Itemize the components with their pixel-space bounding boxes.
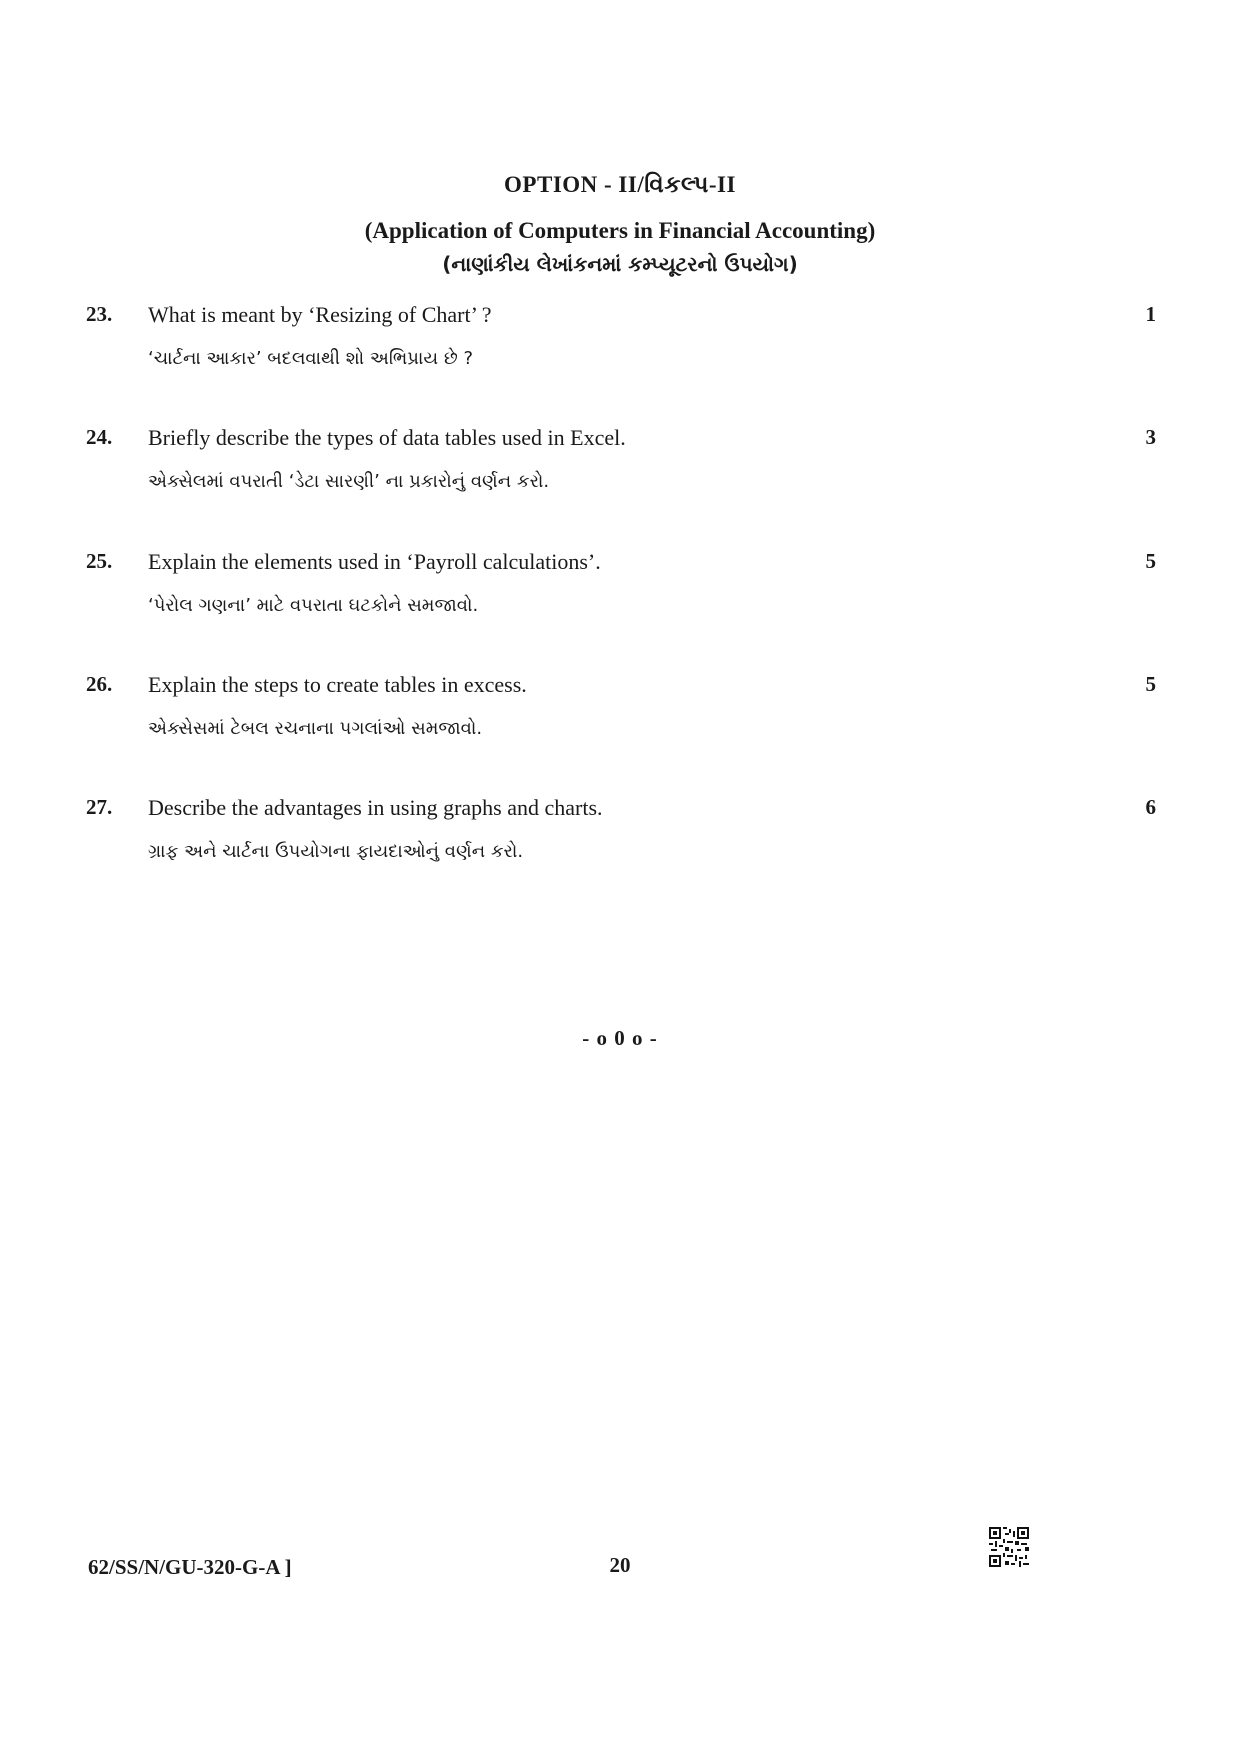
question-marks: 5 xyxy=(1145,672,1156,696)
question-text-english: Briefly describe the types of data tables used in Excel. xyxy=(148,425,626,450)
question-26 xyxy=(0,672,1240,762)
subject-title-gujarati: (નાણાંકીય લેખાંકનમાં કમ્પ્યૂટરનો ઉપયોગ) xyxy=(442,252,798,276)
question-text-english: Describe the advantages in using graphs and charts. xyxy=(148,795,603,820)
question-number: 24. xyxy=(86,425,113,449)
question-marks: 6 xyxy=(1145,795,1156,819)
question-marks: 3 xyxy=(1145,425,1156,449)
subject-title-english: (Application of Computers in Financial Accounting) xyxy=(364,218,876,243)
question-text-english: Explain the elements used in ‘Payroll calculations’. xyxy=(148,549,601,574)
question-marks: 5 xyxy=(1145,549,1156,573)
question-text-gujarati: ‘ચાર્ટના આકાર’ બદલવાથી શો અભિપ્રાય છે ? xyxy=(148,348,474,369)
question-number: 25. xyxy=(86,549,113,573)
paper-code: 62/SS/N/GU-320-G-A ] xyxy=(88,1555,292,1579)
option-title: OPTION - II/વિકલ્પ-II xyxy=(504,172,736,197)
question-text-gujarati: એક્સેસમાં ટેબલ રચનાના પગલાંઓ સમજાવો. xyxy=(148,718,483,739)
question-number: 23. xyxy=(86,302,113,326)
question-text-gujarati: એક્સેલમાં વપરાતી ‘ડેટા સારણી’ ના પ્રકારોનું વર્ણન કરો. xyxy=(148,471,550,492)
end-of-paper-mark: - o 0 o - xyxy=(582,1026,658,1050)
question-text-english: Explain the steps to create tables in excess. xyxy=(148,672,527,697)
qr-code-icon xyxy=(989,1527,1029,1567)
question-number: 26. xyxy=(86,672,113,696)
question-27 xyxy=(0,795,1240,885)
question-text-gujarati: ‘પેરોલ ગણના’ માટે વપરાતા ઘટકોને સમજાવો. xyxy=(148,595,479,616)
question-23 xyxy=(0,302,1240,392)
question-text-gujarati: ગ્રાફ અને ચાર્ટના ઉપયોગના ફાયદાઓનું વર્ણન કરો. xyxy=(148,841,524,862)
question-number: 27. xyxy=(86,795,113,819)
question-25 xyxy=(0,549,1240,639)
page-number: 20 xyxy=(609,1553,631,1577)
question-text-english: What is meant by ‘Resizing of Chart’ ? xyxy=(148,302,492,327)
question-24 xyxy=(0,425,1240,515)
question-marks: 1 xyxy=(1145,302,1156,326)
